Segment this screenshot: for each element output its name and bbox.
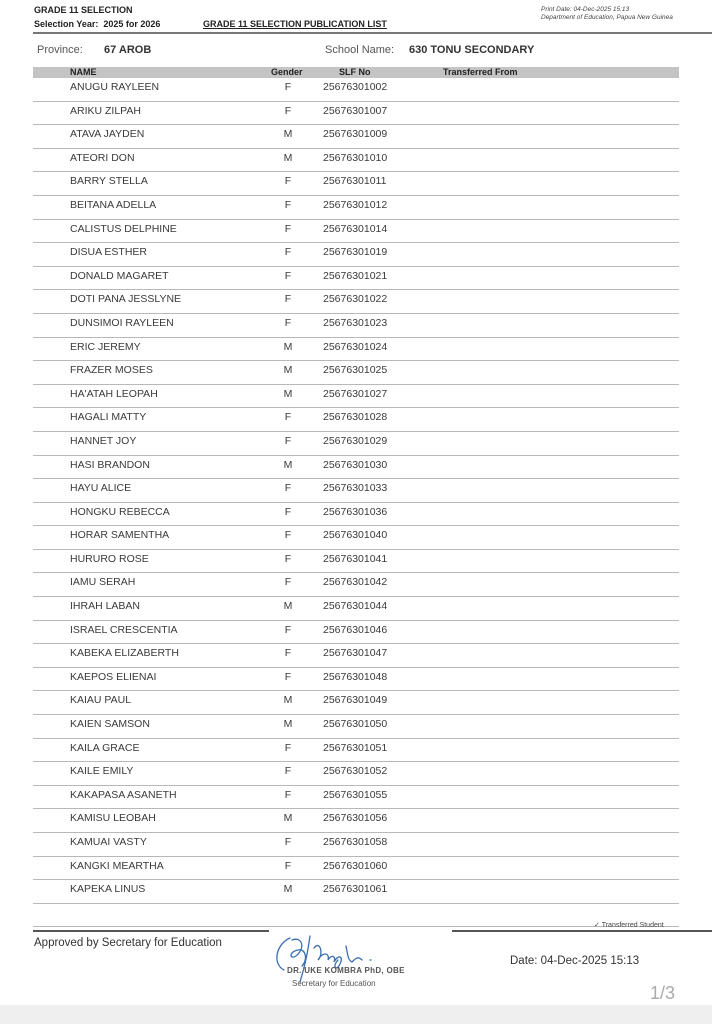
column-header-name: NAME — [70, 67, 97, 77]
student-slf-number: 25676301047 — [323, 647, 388, 660]
table-row — [33, 691, 679, 715]
table-row — [33, 762, 679, 786]
student-name: ERIC JEREMY — [70, 340, 141, 353]
student-name: FRAZER MOSES — [70, 364, 153, 377]
student-name: KAMISU LEOBAH — [70, 812, 156, 825]
student-gender: M — [283, 151, 293, 164]
student-name: ISRAEL CRESCENTIA — [70, 623, 178, 636]
student-slf-number: 25676301030 — [323, 458, 388, 471]
table-row — [33, 432, 679, 456]
table-row — [33, 78, 679, 102]
student-gender: F — [284, 505, 292, 518]
table-row — [33, 290, 679, 314]
header-divider — [33, 32, 712, 34]
student-name: KAMUAI VASTY — [70, 836, 147, 848]
student-gender: F — [284, 316, 292, 329]
student-slf-number: 25676301009 — [323, 128, 388, 141]
student-slf-number: 25676301007 — [323, 104, 388, 117]
student-slf-number: 25676301002 — [323, 81, 388, 93]
student-name: HASI BRANDON — [70, 458, 150, 471]
student-gender: F — [284, 81, 292, 93]
student-name: KAILE EMILY — [70, 765, 134, 778]
student-slf-number: 25676301052 — [323, 765, 388, 778]
table-row — [33, 267, 679, 291]
student-gender: F — [284, 104, 292, 117]
list-title: GRADE 11 SELECTION PUBLICATION LIST — [203, 19, 387, 29]
column-header-transferred: Transferred From — [443, 67, 518, 77]
student-gender: F — [284, 198, 292, 211]
table-row — [33, 644, 679, 668]
table-row — [33, 857, 679, 881]
student-gender: F — [284, 222, 292, 235]
student-slf-number: 25676301055 — [323, 788, 388, 801]
student-slf-number: 25676301033 — [323, 482, 388, 495]
table-row — [33, 102, 679, 126]
footer-divider-right — [452, 930, 712, 932]
student-gender: M — [283, 387, 293, 400]
student-gender: M — [283, 458, 293, 471]
approval-date: Date: 04-Dec-2025 15:13 — [510, 955, 640, 967]
approval-text: Approved by Secretary for Education — [34, 937, 222, 949]
student-gender: F — [284, 859, 292, 872]
table-row — [33, 809, 679, 833]
student-slf-number: 25676301025 — [323, 364, 388, 377]
table-row — [33, 597, 679, 621]
student-name: HORAR SAMENTHA — [70, 529, 170, 542]
student-gender: F — [284, 670, 292, 683]
student-gender: M — [283, 812, 293, 825]
student-name: DOTI PANA JESSLYNE — [70, 293, 182, 306]
student-name: CALISTUS DELPHINE — [70, 222, 177, 235]
student-slf-number: 25676301028 — [323, 411, 388, 424]
student-gender: F — [284, 411, 292, 424]
student-gender: F — [284, 293, 292, 306]
student-gender: M — [283, 600, 293, 613]
signatory-name: DR. UKE KOMBRA PhD, OBE — [287, 966, 405, 975]
table-row — [33, 172, 679, 196]
student-name: KANGKI MEARTHA — [70, 859, 164, 872]
student-slf-number: 25676301048 — [323, 670, 388, 683]
student-name: ANUGU RAYLEEN — [70, 81, 160, 93]
student-name: KAILA GRACE — [70, 741, 140, 754]
table-row — [33, 739, 679, 763]
table-row — [33, 338, 679, 362]
student-slf-number: 25676301058 — [323, 836, 388, 848]
student-gender: M — [283, 340, 293, 353]
student-name: ATAVA JAYDEN — [70, 128, 145, 141]
table-row — [33, 503, 679, 527]
table-row — [33, 526, 679, 550]
student-name: HANNET JOY — [70, 434, 137, 447]
student-slf-number: 25676301022 — [323, 293, 388, 306]
footer-divider-left — [33, 930, 269, 932]
table-row — [33, 715, 679, 739]
student-gender: M — [283, 694, 293, 707]
selection-year-label: Selection Year: — [34, 19, 99, 29]
table-row — [33, 573, 679, 597]
table-row — [33, 668, 679, 692]
student-slf-number: 25676301056 — [323, 812, 388, 825]
student-name: BEITANA ADELLA — [70, 198, 157, 211]
student-name: HONGKU REBECCA — [70, 505, 170, 518]
student-slf-number: 25676301014 — [323, 222, 388, 235]
column-header-gender: Gender — [271, 67, 303, 77]
selection-year-value: 2025 for 2026 — [103, 19, 161, 29]
student-name: KAPEKA LINUS — [70, 883, 146, 896]
school-value: 630 TONU SECONDARY — [409, 44, 535, 56]
student-gender: F — [284, 741, 292, 754]
student-slf-number: 25676301010 — [323, 151, 388, 164]
student-gender: F — [284, 647, 292, 660]
student-gender: F — [284, 175, 292, 188]
table-row — [33, 479, 679, 503]
student-slf-number: 25676301060 — [323, 859, 388, 872]
student-name: IAMU SERAH — [70, 576, 136, 589]
province-value: 67 AROB — [104, 44, 152, 56]
student-name: KAKAPASA ASANETH — [70, 788, 177, 801]
student-table — [33, 78, 679, 927]
student-gender: F — [284, 552, 292, 565]
student-name: KAIAU PAUL — [70, 694, 132, 707]
student-name: ARIKU ZILPAH — [70, 104, 141, 117]
student-name: KABEKA ELIZABERTH — [70, 647, 179, 660]
table-row — [33, 125, 679, 149]
print-info — [541, 6, 673, 22]
student-slf-number: 25676301044 — [323, 600, 388, 613]
student-gender: F — [284, 765, 292, 778]
student-gender: F — [284, 269, 292, 282]
student-gender: F — [284, 788, 292, 801]
table-row — [33, 550, 679, 574]
student-name: HURURO ROSE — [70, 552, 149, 565]
student-slf-number: 25676301023 — [323, 316, 388, 329]
table-row — [33, 196, 679, 220]
student-name: IHRAH LABAN — [70, 600, 141, 613]
student-slf-number: 25676301036 — [323, 505, 388, 518]
checkmark-icon: ✓ — [594, 922, 600, 929]
student-gender: M — [283, 364, 293, 377]
student-gender: F — [284, 434, 292, 447]
table-row — [33, 149, 679, 173]
student-name: KAEPOS ELIENAI — [70, 670, 157, 683]
table-row — [33, 385, 679, 409]
student-name: DUNSIMOI RAYLEEN — [70, 316, 174, 329]
student-name: HAGALI MATTY — [70, 411, 147, 424]
student-slf-number: 25676301061 — [323, 883, 388, 896]
document-title: GRADE 11 SELECTION — [34, 5, 133, 15]
student-slf-number: 25676301029 — [323, 434, 388, 447]
student-gender: M — [283, 718, 293, 731]
student-name: DISUA ESTHER — [70, 246, 148, 259]
selection-year — [34, 19, 160, 29]
page-indicator: 1/3 — [650, 983, 676, 1003]
table-row — [33, 314, 679, 338]
student-gender: M — [283, 883, 293, 896]
student-slf-number: 25676301042 — [323, 576, 388, 589]
transferred-legend — [594, 921, 664, 929]
student-gender: F — [284, 623, 292, 636]
student-name: ATEORI DON — [70, 151, 135, 164]
student-slf-number: 25676301050 — [323, 718, 388, 731]
student-slf-number: 25676301051 — [323, 741, 388, 754]
table-row — [33, 786, 679, 810]
student-gender: F — [284, 576, 292, 589]
student-gender: M — [283, 128, 293, 141]
student-slf-number: 25676301040 — [323, 529, 388, 542]
print-date: Print Date: 04-Dec-2025 15:13 — [541, 6, 630, 13]
student-slf-number: 25676301019 — [323, 246, 388, 259]
student-name: HAYU ALICE — [70, 482, 132, 495]
student-gender: F — [284, 246, 292, 259]
student-slf-number: 25676301046 — [323, 623, 388, 636]
signatory-title: Secretary for Education — [292, 979, 376, 988]
student-name: HA'ATAH LEOPAH — [70, 387, 158, 400]
legend-label: Transferred Student — [601, 922, 664, 929]
school-label: School Name: — [325, 44, 395, 56]
student-slf-number: 25676301021 — [323, 269, 388, 282]
table-row — [33, 456, 679, 480]
table-row — [33, 621, 679, 645]
table-row — [33, 220, 679, 244]
column-header-slf: SLF No — [339, 67, 371, 77]
student-slf-number: 25676301027 — [323, 387, 388, 400]
student-name: BARRY STELLA — [70, 175, 148, 188]
student-slf-number: 25676301012 — [323, 198, 388, 211]
student-gender: F — [284, 836, 292, 848]
student-slf-number: 25676301011 — [323, 175, 387, 188]
student-gender: F — [284, 529, 292, 542]
table-row — [33, 243, 679, 267]
table-row — [33, 904, 679, 928]
student-gender: F — [284, 482, 292, 495]
student-name: DONALD MAGARET — [70, 269, 169, 282]
table-row — [33, 833, 679, 857]
student-slf-number: 25676301041 — [323, 552, 388, 565]
table-row — [33, 880, 679, 904]
table-row — [33, 361, 679, 385]
viewer-bottom-bar — [0, 1005, 712, 1024]
table-row — [33, 408, 679, 432]
student-slf-number: 25676301024 — [323, 340, 388, 353]
department-name: Department of Education, Papua New Guinea — [541, 14, 673, 21]
province-label: Province: — [37, 44, 83, 56]
student-name: KAIEN SAMSON — [70, 718, 150, 731]
student-slf-number: 25676301049 — [323, 694, 388, 707]
